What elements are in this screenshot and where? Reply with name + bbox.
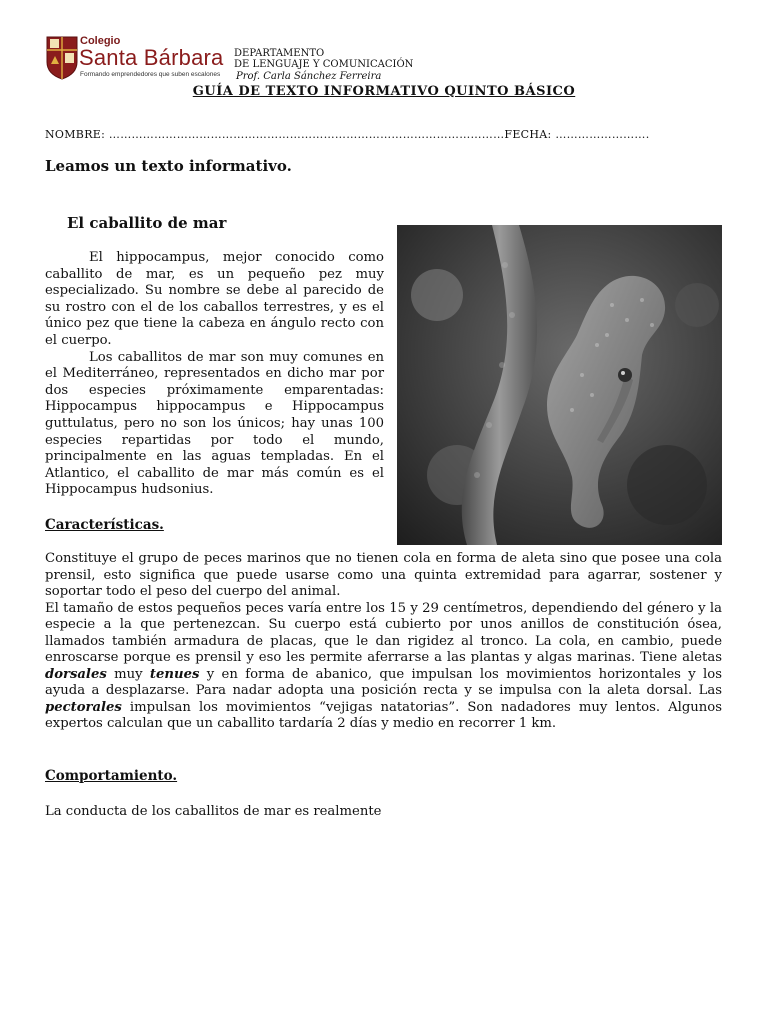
characteristics-heading: Características.: [45, 517, 164, 533]
school-logo: [44, 34, 230, 80]
term-pectorales: pectorales: [45, 699, 122, 715]
intro-paragraph-2: Los caballitos de mar son muy comunes en el Mediterráneo, representados en dicho mar por dos especies próximamente emparentadas: Hippocampus hippocampus e Hippocampus guttulatus, pero no son los únicos; hay unas 100 especies repartidas por todo el mundo, principalmente en las aguas templadas. En el Atlantico, el caballito de mar más común es el Hippocampus hudsonius.: [45, 349, 384, 498]
seahorse-photo: [397, 225, 722, 545]
behavior-text: La conducta de los caballitos de mar es realmente: [45, 804, 382, 819]
name-date-field[interactable]: NOMBRE: ……………………………………………………………………………………………FECHA: …………………….: [45, 128, 650, 141]
term-dorsales: dorsales: [45, 666, 107, 682]
lead-heading: Leamos un texto informativo.: [45, 157, 292, 175]
teacher-name: Prof. Carla Sánchez Ferreira: [236, 71, 382, 82]
school-name: Santa Bárbara: [79, 45, 224, 70]
characteristics-paragraph-2: El tamaño de estos pequeños peces varía entre los 15 y 29 centímetros, dependiendo del género y la especie a la que pertenezcan. Su cuerpo está cubierto por unos anillos de constitución ósea, llamados también armadura de placas, que le dan rigidez al tronco. La cola, en cambio, puede enroscarse porque es prensil y eso les permite aferrarse a las plantas y algas marinas. Tiene aletas dorsales muy tenues y en forma de abanico, que impulsan los movimientos horizontales y los ayuda a desplazarse. Para nadar adopta una posición recta y se impulsa con la aleta dorsal. Las pectorales impulsan los movimientos “vejigas natatorias”. Son nadadores muy lentos. Algunos expertos calculan que un caballito tardaría 2 días y medio en recorrer 1 km.: [45, 600, 722, 731]
article-title: El caballito de mar: [67, 214, 227, 232]
department-line-2: DE LENGUAJE Y COMUNICACIÓN: [234, 59, 414, 70]
behavior-heading: Comportamiento.: [45, 768, 178, 784]
department-line-1: DEPARTAMENTO: [234, 48, 325, 59]
school-label-small: Colegio: [80, 35, 121, 47]
school-motto: Formando emprendedores que suben escalones: [80, 71, 221, 78]
intro-text: [45, 250, 384, 499]
characteristics-text: [45, 551, 722, 733]
shield-icon: [46, 36, 78, 80]
term-tenues: tenues: [149, 666, 200, 682]
characteristics-paragraph-1: Constituye el grupo de peces marinos que no tienen cola en forma de aleta sino que posee una cola prensil, esto significa que puede usarse como una quinta extremidad para agarrar, sostener y soportar todo el peso del cuerpo del animal.: [45, 551, 722, 599]
page-title: GUÍA DE TEXTO INFORMATIVO QUINTO BÁSICO: [192, 84, 576, 99]
intro-paragraph-1: El hippocampus, mejor conocido como caballito de mar, es un pequeño pez muy especializado. Su nombre se debe al parecido de su rostro con el de los caballos terrestres, y es el único pez que tiene la cabeza en ángulo recto con el cuerpo.: [45, 250, 384, 348]
